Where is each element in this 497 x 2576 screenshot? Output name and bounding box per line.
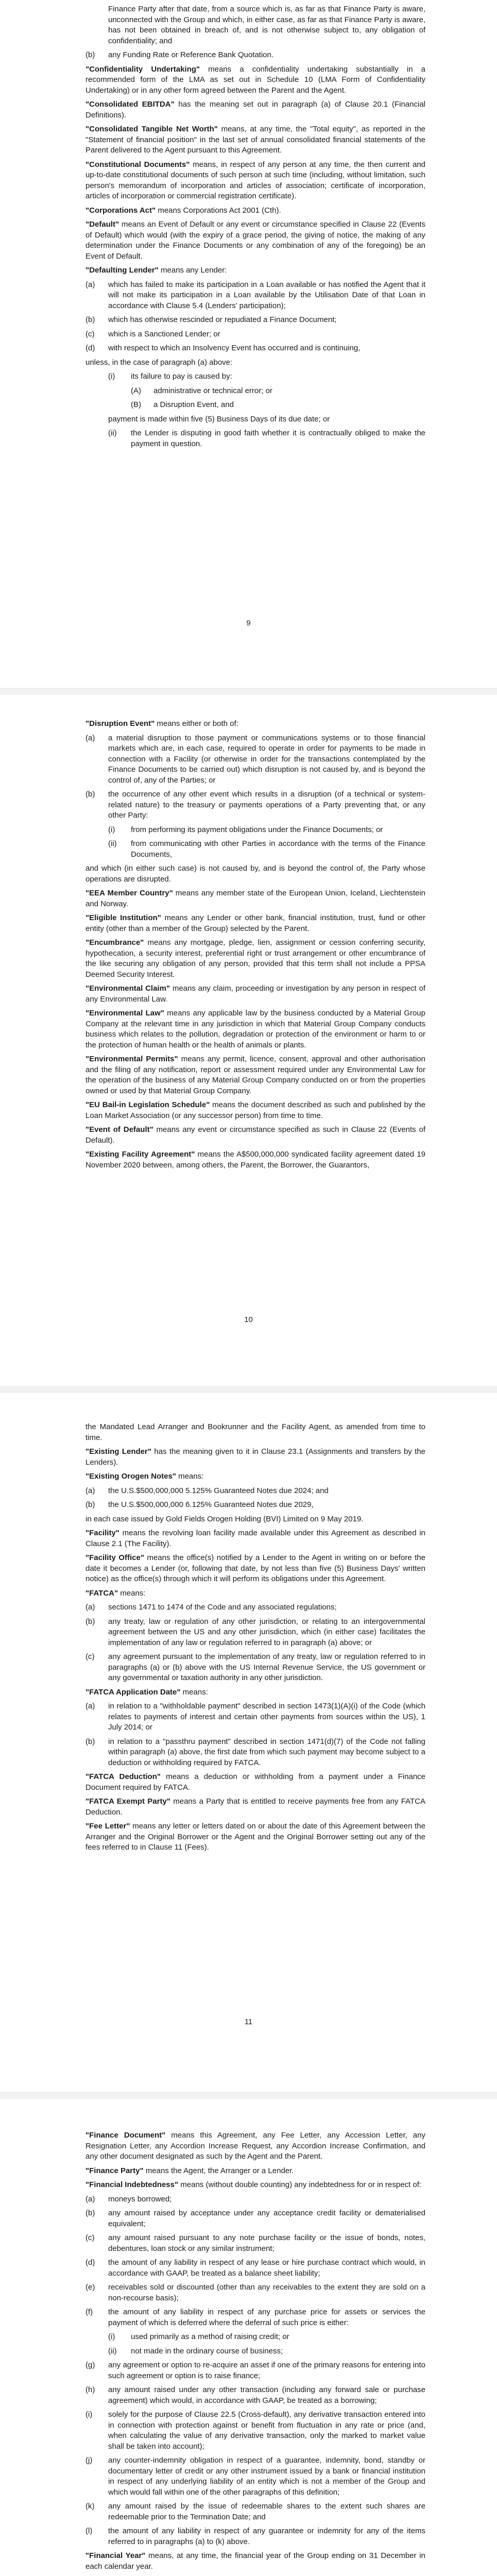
definition: "Default" means an Event of Default or any event or circumstance specified in Clause 22 (Events of Default) which would (with the expiry of a grace period, the giving of notice, the making of any determination under the Finance Documents or any combination of any of the foregoing) be an Event of Default. xyxy=(85,220,425,261)
list-item: (b) any amount raised by acceptance under any acceptance credit facility or dematerialised equivalent; xyxy=(85,2209,425,2228)
page-break xyxy=(0,1386,497,1393)
paragraph: unless, in the case of paragraph (a) above: xyxy=(85,358,233,367)
defined-term: "Facility Office" xyxy=(85,1553,144,1562)
list-item: (a) in relation to a "withholdable payment" described in section 1473(1)(A)(i) of the Code (which relates to payments of interest and certain other payments from sources within the US), 1 July 2014; or xyxy=(85,1702,425,1732)
definition: "Facility Office" means the office(s) notified by a Lender to the Agent in writing on or before the date it becomes a Lender (or, following that date, by not less than five (5) Business Days' written notice) as the office(s) through which it will perform its obligations under this Agreement. xyxy=(85,1553,425,1583)
list-item: (b) the U.S.$500,000,000 6.125% Guaranteed Notes due 2029, xyxy=(85,1500,314,1509)
list-item: (l) the amount of any liability in respect of any guarantee or indemnity for any of the items referred to in paragraphs (a) to (k) above. xyxy=(85,2527,425,2546)
list-item: (g) any agreement or option to re-acquire an asset if one of the primary reasons for entering into such agreement or option is to raise finance; xyxy=(85,2361,425,2380)
list-item: (ii) from communicating with other Parties in accordance with the terms of the Finance Documents, xyxy=(108,839,425,859)
defined-term: "Default" xyxy=(85,220,119,229)
list-item: (a) which has failed to make its participation in a Loan available or has notified the Agent that it will not make its participation in a Loan available by the Utilisation Date of that Loan in accordance with Clause 5.4 (Lenders' participation); xyxy=(85,280,425,310)
page-break xyxy=(0,2092,497,2099)
paragraph: payment is made within five (5) Business Days of its due date; or xyxy=(108,414,330,423)
definition: "Encumbrance" means any mortgage, pledge, lien, assignment or cession conferring security, hypothecation, a security interest, preferential right or trust arrangement or other encumbrance of the like securing any obligation of any person, provided that this term shall not include a PPSA Deemed Security Interest. xyxy=(85,938,425,979)
definition: "Existing Facility Agreement" means the A$500,000,000 syndicated facility agreement dated 19 November 2020 between, among others, the Parent, the Borrower, the Guarantors, xyxy=(85,1150,426,1170)
defined-term: "Existing Lender" xyxy=(85,1447,151,1456)
definition: "FATCA" means: xyxy=(85,1588,146,1598)
defined-term: "FATCA Exempt Party" xyxy=(85,1797,170,1806)
list-item: (c) which is a Sanctioned Lender; or xyxy=(85,329,220,338)
definition: "Consolidated EBITDA" has the meaning set out in paragraph (a) of Clause 20.1 (Financial Definitions). xyxy=(85,100,425,120)
list-item: (b) which has otherwise rescinded or repudiated a Finance Document; xyxy=(85,315,337,324)
defined-term: "Consolidated EBITDA" xyxy=(85,100,175,109)
defined-term: "FATCA Deduction" xyxy=(85,1772,161,1781)
definition: "Environmental Claim" means any claim, proceeding or investigation by any person in respect of any Environmental Law. xyxy=(85,984,425,1004)
defined-term: "Disruption Event" xyxy=(85,719,155,728)
defined-term: "Finance Party" xyxy=(85,2166,144,2175)
list-item: (a) moneys borrowed; xyxy=(85,2194,172,2204)
defined-term: "Financial Indebtedness" xyxy=(85,2180,179,2189)
carryover-paragraph: the Mandated Lead Arranger and Bookrunner and the Facility Agent, as amended from time to time. xyxy=(85,1422,425,1442)
defined-term: "Financial Year" xyxy=(85,2551,146,2560)
defined-term: "Existing Facility Agreement" xyxy=(85,1150,195,1159)
definition: "Defaulting Lender" means any Lender: xyxy=(85,266,227,275)
list-item: (b) in relation to a "passthru payment" described in section 1471(d)(7) of the Code not falling within paragraph (a) above, the first date from which such payment may become subject to a deduction or withholding required by FATCA. xyxy=(85,1737,425,1767)
list-item: (d) with respect to which an Insolvency Event has occurred and is continuing, xyxy=(85,344,361,352)
definition: "Finance Party" means the Agent, the Arranger or a Lender. xyxy=(85,2166,294,2175)
defined-term: "Existing Orogen Notes" xyxy=(85,1472,176,1481)
list-item: (i) used primarily as a method of raising credit; or xyxy=(108,2332,289,2341)
page-10-body xyxy=(85,719,425,1174)
definition: "Eligible Institution" means any Lender or other bank, financial institution, trust, fund or other entity (other than a member of the Group) selected by the Parent. xyxy=(85,913,426,933)
definition: "Environmental Permits" means any permit, licence, consent, approval and other authorisation and the filing of any notification, report or assessment required under any Environmental Law for the operation of the business of any Material Group Company conducted on or from the properties owned or used by that Material Group Company. xyxy=(85,1055,425,1095)
defined-term: "Environmental Law" xyxy=(85,1009,164,1018)
defined-term: "EEA Member Country" xyxy=(85,889,173,897)
definition: "Facility" means the revolving loan facility made available under this Agreement as described in Clause 2.1 (The Facility). xyxy=(85,1529,425,1548)
page-number: 11 xyxy=(244,2018,253,2026)
list-item: (e) receivables sold or discounted (other than any receivables to the extent they are sold on a non-recourse basis); xyxy=(85,2283,425,2302)
definition: "FATCA Deduction" means a deduction or withholding from a payment under a Finance Document required by FATCA. xyxy=(85,1772,426,1792)
list-item: (f) the amount of any liability in respect of any purchase price for assets or services the payment of which is deferred where the deferral of such price is either: xyxy=(85,2308,425,2327)
list-item: (ii) not made in the ordinary course of business; xyxy=(108,2346,283,2355)
definition: "Consolidated Tangible Net Worth" means, at any time, the "Total equity", as reported in the "Statement of financial position" in the last set of annual consolidated financial statements of the Parent delivered to the Agent pursuant to this Agreement. xyxy=(85,125,426,155)
definition: "Constitutional Documents" means, in respect of any person at any time, the then current and up-to-date constitutional documents of such person at such time (including, without limitation, such person's memorandum of incorporation and articles of association; certificate of incorporation, articles of incorporation or commercial registration certificate). xyxy=(85,160,426,200)
page-12-body xyxy=(85,2130,425,2575)
list-item: (A) administrative or technical error; or xyxy=(131,386,272,395)
definition: "Environmental Law" means any applicable law by the business conducted by a Material Group Company at the relevant time in any jurisdiction in which that Material Group Company conducts business which relates to the pollution, degradation or protection of the environment or harm to or the protection of human health or the health of animals or plants. xyxy=(85,1009,425,1049)
defined-term: "Event of Default" xyxy=(85,1125,153,1134)
definition: "Fee Letter" means any letter or letters dated on or about the date of this Agreement between the Arranger and the Original Borrower or the Agent and the Original Borrower setting out any of the fees referred to in Clause 11 (Fees). xyxy=(85,1822,425,1852)
defined-term: "EU Bail-in Legislation Schedule" xyxy=(85,1100,210,1109)
paragraph: and which (in either such case) is not caused by, and is beyond the control of, the Party whose operations are disrupted. xyxy=(85,864,425,884)
list-item: (c) any amount raised pursuant to any note purchase facility or the issue of bonds, notes, debentures, loan stock or any similar instrument; xyxy=(85,2233,425,2253)
list-item: (j) any counter-indemnity obligation in respect of a guarantee, indemnity, bond, standby or documentary letter of credit or any other instrument issued by a bank or financial institution in respect of any underlying liability of an entity which is not a member of the Group and which would fall within one of the other paragraphs of this definition; xyxy=(85,2456,425,2497)
definition: "Corporations Act" means Corporations Act 2001 (Cth). xyxy=(85,206,281,215)
paragraph: in each case issued by Gold Fields Orogen Holding (BVI) Limited on 9 May 2019. xyxy=(85,1514,364,1523)
defined-term: "FATCA" xyxy=(85,1588,118,1598)
definition: "EEA Member Country" means any member state of the European Union, Iceland, Liechtenstein and Norway. xyxy=(85,889,426,908)
defined-term: "Defaulting Lender" xyxy=(85,266,159,275)
list-item: (b) the occurrence of any other event which results in a disruption (of a technical or system-related nature) to the treasury or payments operations of a Party preventing that, or any other Party: xyxy=(85,790,425,820)
list-item: (c) any agreement pursuant to the implementation of any treaty, law or regulation referred to in paragraphs (a) or (b) above with the US Internal Revenue Service, the US government or any governmental or taxation authority in any other jurisdiction. xyxy=(85,1652,425,1682)
list-item: (d) the amount of any liability in respect of any lease or hire purchase contract which would, in accordance with GAAP, be treated as a balance sheet liability; xyxy=(85,2258,425,2278)
defined-term: "Consolidated Tangible Net Worth" xyxy=(85,125,218,133)
page-9-body xyxy=(85,4,425,453)
defined-term: "Fee Letter" xyxy=(85,1822,130,1831)
list-item: (i) from performing its payment obligations under the Finance Documents; or xyxy=(108,825,383,834)
definition: "Disruption Event" means either or both of: xyxy=(85,719,238,728)
list-item: (ii) the Lender is disputing in good faith whether it is contractually obliged to make the payment in question. xyxy=(108,429,425,448)
list-item: (B) a Disruption Event, and xyxy=(131,400,234,409)
definition: "FATCA Exempt Party" means a Party that is entitled to receive payments free from any FATCA Deduction. xyxy=(85,1797,425,1817)
list-item: (a) a material disruption to those payment or communications systems or to those financial markets which are, in each case, required to operate in order for payments to be made in connection with a Facility (or otherwise in order for the transactions contemplated by the Finance Documents to be carried out) which disruption is not caused by, and is beyond the control of, any of the Parties; or xyxy=(85,733,425,785)
list-item: (h) any amount raised under any other transaction (including any forward sale or purchase agreement) which would, in accordance with GAAP, be treated as a borrowing; xyxy=(85,2385,425,2405)
definition: "Financial Indebtedness" means (without double counting) any indebtedness for or in respect of: xyxy=(85,2180,422,2189)
page-break xyxy=(0,688,497,695)
definition: "Existing Lender" has the meaning given to it in Clause 23.1 (Assignments and transfers by the Lenders). xyxy=(85,1447,425,1467)
defined-term: "Confidentiality Undertaking" xyxy=(85,64,200,74)
defined-term: "Constitutional Documents" xyxy=(85,160,190,169)
page-number: 9 xyxy=(246,619,251,628)
list-item: (a) the U.S.$500,000,000 5.125% Guaranteed Notes due 2024; and xyxy=(85,1486,329,1495)
definition: "EU Bail-in Legislation Schedule" means the document described as such and published by the Loan Market Association (or any successor person) from time to time. xyxy=(85,1100,425,1120)
defined-term: "Environmental Permits" xyxy=(85,1055,178,1063)
definition: "FATCA Application Date" means: xyxy=(85,1687,208,1697)
carryover-paragraph: Finance Party after that date, from a source which is, as far as that Finance Party is aware, unconnected with the Group and which, in either case, as far as that Finance Party is aware, has not been obtained in breach of, and is not otherwise subject to, any obligation of confidentiality; and xyxy=(108,5,425,45)
definition: "Finance Document" means this Agreement, any Fee Letter, any Accession Letter, any Resignation Letter, any Accordion Increase Request, any Accordion Increase Confirmation, and any other document designated as such by the Agent and the Parent. xyxy=(85,2131,425,2161)
defined-term: "Corporations Act" xyxy=(85,206,156,215)
list-item: (i) its failure to pay is caused by: xyxy=(108,372,232,381)
list-item: (k) any amount raised by the issue of redeemable shares to the extent such shares are redeemable prior to the Termination Date; and xyxy=(85,2502,425,2521)
definition: "Event of Default" means any event or circumstance specified as such in Clause 22 (Events of Default). xyxy=(85,1125,426,1145)
definition: "Financial Year" means, at any time, the financial year of the Group ending on 31 December in each calendar year. xyxy=(85,2551,425,2571)
defined-term: "Encumbrance" xyxy=(85,938,144,947)
defined-term: "Facility" xyxy=(85,1529,119,1537)
definition: "Existing Orogen Notes" means: xyxy=(85,1472,204,1481)
defined-term: "Eligible Institution" xyxy=(85,913,161,922)
definition: "Confidentiality Undertaking" means a confidentiality undertaking substantially in a recommended form of the LMA as set out in Schedule 10 (LMA Form of Confidentiality Undertaking) or in any other form agreed between the Parent and the Agent. xyxy=(85,64,425,95)
defined-term: "FATCA Application Date" xyxy=(85,1687,181,1697)
page-number: 10 xyxy=(244,1315,253,1324)
list-item: (b) any treaty, law or regulation of any other jurisdiction, or relating to an intergovernmental agreement between the US and any other jurisdiction, which (in either case) facilitates the implementation of any law or regulation referred to in paragraph (a) above; or xyxy=(85,1617,425,1647)
defined-term: "Finance Document" xyxy=(85,2131,166,2140)
list-item: (b) any Funding Rate or Reference Bank Quotation. xyxy=(85,50,274,59)
list-item: (i) solely for the purpose of Clause 22.5 (Cross-default), any derivative transaction entered into in connection with protection against or benefit from fluctuation in any rate or price (and, when calculating the value of any derivative transaction, only the marked to market value shall be taken into account); xyxy=(85,2410,425,2451)
defined-term: "Environmental Claim" xyxy=(85,984,170,993)
page-11-body xyxy=(85,1422,425,1857)
list-item: (a) sections 1471 to 1474 of the Code and any associated regulations; xyxy=(85,1603,337,1612)
